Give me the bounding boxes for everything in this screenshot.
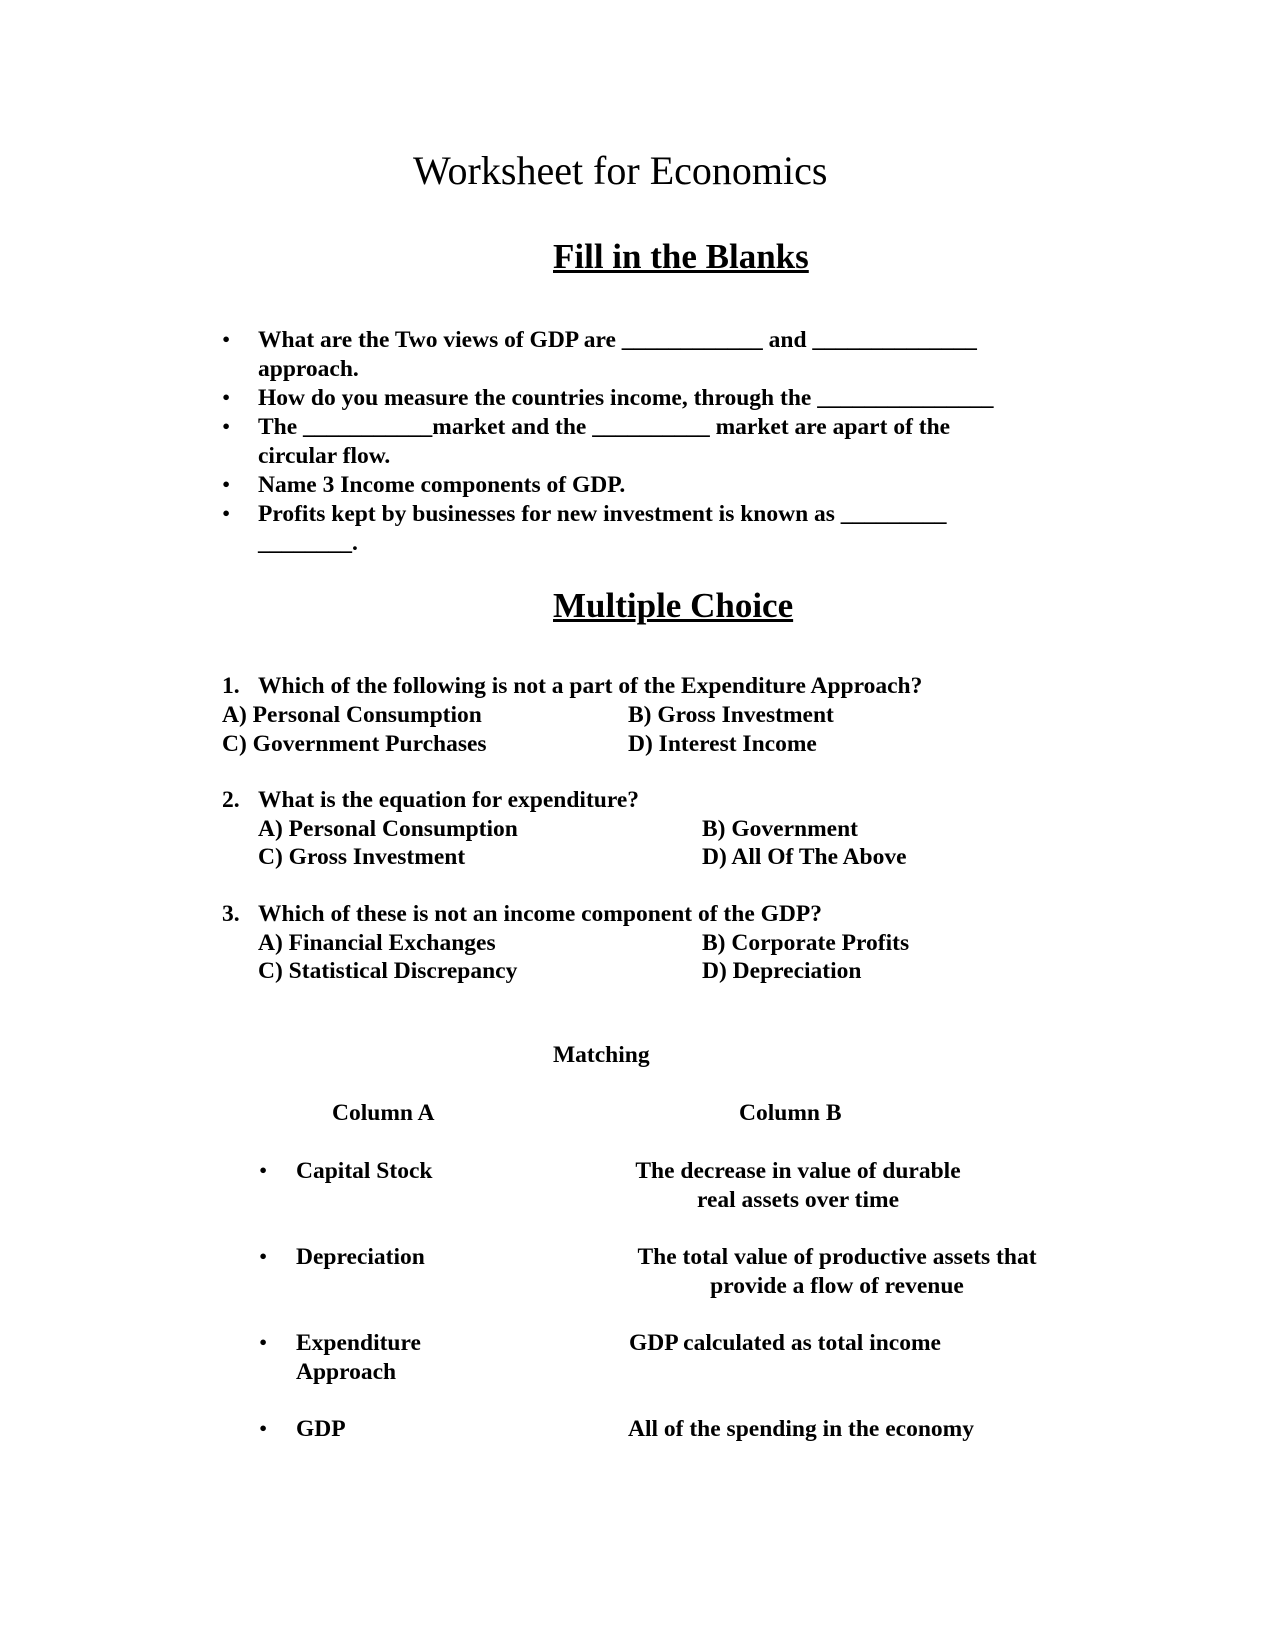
column-a-term-3-line2: Approach	[296, 1359, 397, 1385]
column-a-term-2: Depreciation	[296, 1244, 425, 1270]
fill-in-question-1-line1: What are the Two views of GDP are ____________ and ______________	[258, 327, 977, 353]
list-item	[259, 1415, 267, 1444]
list-item	[259, 1157, 267, 1186]
question-text: Which of the following is not a part of the Expenditure Approach?	[258, 673, 923, 699]
fill-in-question-2-line1: How do you measure the countries income, through the _______________	[258, 385, 994, 411]
bullet-icon	[259, 1158, 267, 1184]
page-title: Worksheet for Economics	[413, 148, 828, 193]
column-b-definition-2-line1: The total value of productive assets that	[637, 1244, 1037, 1270]
column-b-definition-3: GDP calculated as total income	[629, 1330, 941, 1356]
column-b-definition-2-line2: provide a flow of revenue	[710, 1273, 964, 1299]
question-text: What is the equation for expenditure?	[258, 787, 640, 813]
column-b-header: Column B	[739, 1100, 842, 1126]
bullet-icon	[222, 384, 242, 413]
bullet-icon	[259, 1244, 267, 1270]
question-text: Which of these is not an income component of the GDP?	[258, 901, 822, 927]
option-a: A) Personal Consumption	[258, 816, 518, 842]
option-a: A) Financial Exchanges	[258, 930, 496, 956]
fill-in-blanks-heading: Fill in the Blanks	[553, 237, 809, 276]
option-a: A) Personal Consumption	[222, 702, 482, 728]
matching-heading: Matching	[553, 1042, 650, 1068]
option-b: B) Government	[702, 816, 858, 842]
list-item	[259, 1329, 267, 1358]
option-b: B) Corporate Profits	[702, 930, 910, 956]
column-b-definition-4: All of the spending in the economy	[628, 1416, 974, 1442]
option-d: D) All Of The Above	[702, 844, 907, 870]
column-a-header: Column A	[332, 1100, 435, 1126]
option-c: C) Government Purchases	[222, 731, 487, 757]
bullet-icon	[259, 1416, 267, 1442]
fill-in-question-5-line2: ________.	[258, 530, 358, 556]
multiple-choice-heading: Multiple Choice	[553, 586, 794, 625]
option-c: C) Statistical Discrepancy	[258, 958, 518, 984]
bullet-icon	[222, 500, 242, 529]
option-d: D) Depreciation	[702, 958, 862, 984]
column-a-term-1: Capital Stock	[296, 1158, 433, 1184]
question-number: 2.	[222, 787, 240, 813]
column-a-term-3-line1: Expenditure	[296, 1330, 421, 1356]
bullet-icon	[222, 326, 242, 355]
list-item	[259, 1243, 267, 1272]
bullet-icon	[259, 1330, 267, 1356]
fill-in-question-3-line1: The ___________market and the __________ market are apart of the	[258, 414, 951, 440]
column-a-term-4: GDP	[296, 1416, 346, 1442]
column-b-definition-1-line2: real assets over time	[696, 1187, 900, 1213]
fill-in-question-3-line2: circular flow.	[258, 443, 391, 469]
fill-in-question-1-line2: approach.	[258, 356, 359, 382]
option-d: D) Interest Income	[628, 731, 817, 757]
fill-in-question-5-line1: Profits kept by businesses for new investment is known as _________	[258, 501, 947, 527]
option-c: C) Gross Investment	[258, 844, 466, 870]
question-number: 1.	[222, 673, 240, 699]
bullet-icon	[222, 413, 242, 442]
bullet-icon	[222, 471, 242, 500]
fill-in-question-4-line1: Name 3 Income components of GDP.	[258, 472, 626, 498]
option-b: B) Gross Investment	[628, 702, 834, 728]
question-number: 3.	[222, 901, 240, 927]
column-b-definition-1-line1: The decrease in value of durable	[635, 1158, 961, 1184]
